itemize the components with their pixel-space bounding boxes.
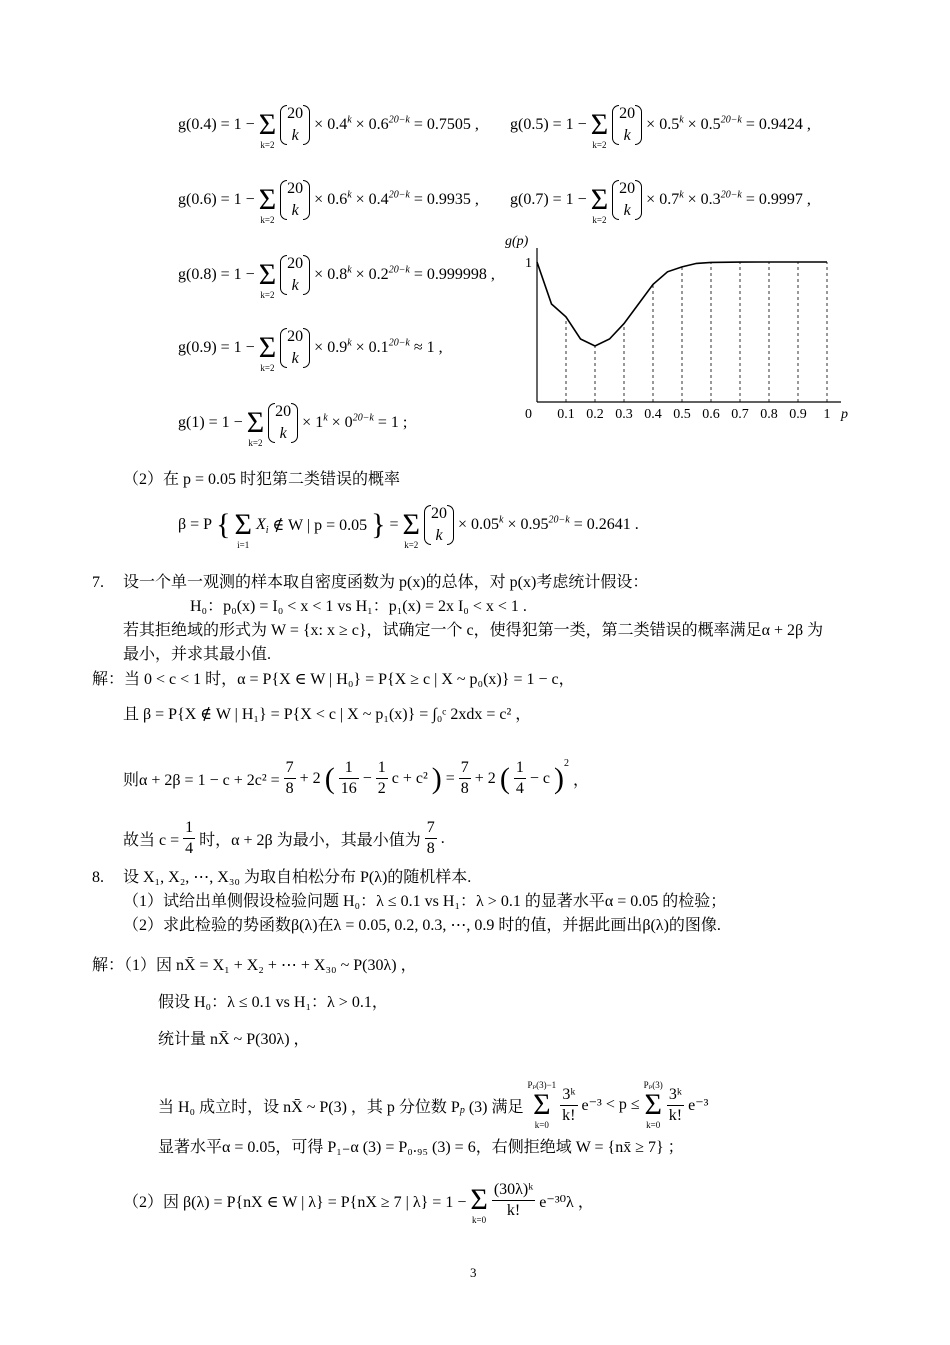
s8-line4: 当 H₀ 成立时，设 nX̄ ~ P(3) ，其 p 分位数 $P_p$ (3) 满足 Pₚ(3)−1 Σ k=0 $\frac{\text{3ᵏ}}{k!}$ e⁻³ < p ≤ Pₚ(3) Σ k=0 $\frac{\text{3ᵏ}}{k!}$ e⁻³ bbox=[158, 1080, 709, 1130]
x-axis-label: p bbox=[841, 407, 848, 422]
q7-line3: 若其拒绝域的形式为 W = {x: x ≥ c}，试确定一个 c，使得犯第一类，第二类错误的概率满足α + 2β 为 bbox=[123, 622, 824, 639]
s7-line3: 则α + 2β = 1 − c + 2c² = $\frac{7}{8}$ + 2 ( $\frac{1}{16}$ − $\frac{1}{2}$ c + c² ) = $\frac{7}{8}$ + 2 ( $\frac{1}{4}$ − c )$^2$ ， bbox=[123, 758, 589, 797]
q7-line1: 设一个单一观测的样本取自密度函数为 p(x)的总体，对 p(x)考虑统计假设： bbox=[123, 574, 649, 591]
x-tick-label: 0.4 bbox=[644, 407, 662, 422]
formula-g04: g(0.4) = 1 − Σ k=2 20 k × $0.4^k \times 0.6^{20-k} = 0.7505$ , bbox=[178, 100, 479, 150]
s8-line2: 假设 H₀：λ ≤ 0.1 vs H₁：λ > 0.1， bbox=[158, 994, 388, 1011]
q7-number: 7. bbox=[92, 574, 104, 591]
sum-symbol: Σ k=2 bbox=[258, 108, 277, 150]
x-tick-label: 0.1 bbox=[557, 407, 575, 422]
formula-g06: g(0.6) = 1 − Σ k=2 20 k × $0.6^k \times 0.4^{20-k} = 0.9935$ , bbox=[178, 175, 479, 225]
formula-g09: g(0.9) = 1 − Σ k=2 20 k × $0.9^k \times 0.1^{20-k} \approx 1$ , bbox=[178, 323, 443, 373]
chart-axes bbox=[537, 248, 841, 402]
sum-symbol: Pₚ(3) Σ k=0 bbox=[643, 1080, 663, 1130]
binomial: 20 k bbox=[424, 503, 454, 547]
page-number: 3 bbox=[470, 1265, 477, 1280]
x-tick-label: 0.3 bbox=[615, 407, 633, 422]
formula-g05: g(0.5) = 1 − Σ k=2 20 k × $0.5^k \times 0.5^{20-k} = 0.9424$ , bbox=[510, 100, 811, 150]
binomial: 20 k bbox=[280, 103, 310, 147]
q8-line3: （2）求此检验的势函数β(λ)在λ = 0.05, 0.2, 0.3, ⋯, 0.9 时的值，并据此画出β(λ)的图像. bbox=[123, 917, 721, 934]
power-function-chart bbox=[495, 230, 855, 430]
x-tick-label: 0.5 bbox=[673, 407, 691, 422]
x-tick-label: 1 bbox=[823, 407, 831, 422]
sum-symbol: Σ k=0 bbox=[470, 1183, 488, 1225]
sum-symbol: Σ k=2 bbox=[590, 183, 609, 225]
x-tick-label: 0.2 bbox=[586, 407, 604, 422]
q8-number: 8. bbox=[92, 869, 104, 886]
s7-line2: 且 β = P{X ∉ W | H₁} = P{X < c | X ~ p₁(x)} = ∫₀ᶜ 2xdx = c² ， bbox=[123, 706, 532, 723]
sum-symbol: Σ i=1 bbox=[234, 508, 252, 550]
sum-symbol: Σ k=2 bbox=[590, 108, 609, 150]
x-tick-label: 0.7 bbox=[731, 407, 749, 422]
s8-line3: 统计量 nX̄ ~ P(30λ) ， bbox=[158, 1031, 310, 1048]
formula-lhs: g(0.4) = 1 − bbox=[178, 116, 255, 133]
sum-symbol: Σ k=2 bbox=[258, 331, 277, 373]
binomial: 20 k bbox=[268, 401, 298, 445]
y-tick-label: 1 bbox=[525, 256, 532, 271]
binomial: 20 k bbox=[280, 178, 310, 222]
s7-line4: 故当 c = $\frac{1}{4}$ 时，α + 2β 为最小，其最小值为 $\frac{7}{8}$ . bbox=[123, 819, 445, 857]
s8-line5: 显著水平α = 0.05，可得 P₁₋α (3) = P₀.₉₅ (3) = 6，右侧拒绝域 W = {nx̄ ≥ 7} ； bbox=[158, 1139, 684, 1156]
formula-g07: g(0.7) = 1 − Σ k=2 20 k × $0.7^k \times 0.3^{20-k} = 0.9997$ , bbox=[510, 175, 811, 225]
y-axis-label: g(p) bbox=[505, 234, 529, 249]
sum-symbol: Σ k=2 bbox=[246, 406, 265, 448]
q8-line1: 设 X₁, X₂, ⋯, X₃₀ 为取自柏松分布 P(λ)的随机样本. bbox=[123, 869, 472, 886]
sum-symbol: Σ k=2 bbox=[258, 258, 277, 300]
x-tick-label: 0.9 bbox=[789, 407, 807, 422]
binomial: 20 k bbox=[612, 178, 642, 222]
q7-line2: H₀：p₀(x) = I₀ < x < 1 vs H₁：p₁(x) = 2x I₀ < x < 1 . bbox=[190, 598, 527, 615]
binomial: 20 k bbox=[280, 326, 310, 370]
x-tick-label: 0.6 bbox=[702, 407, 720, 422]
sum-symbol: Σ k=2 bbox=[258, 183, 277, 225]
formula-g1: g(1) = 1 − Σ k=2 20 k × $1^k \times 0^{20-k} = 1$ ; bbox=[178, 398, 407, 448]
x-tick-label: 0.8 bbox=[760, 407, 778, 422]
chart-dashed-verticals bbox=[566, 262, 827, 402]
s7-line1: 解：当 0 < c < 1 时，α = P{X ∈ W | H₀} = P{X ≥ c | X ~ p₀(x)} = 1 − c， bbox=[92, 671, 575, 688]
formula-beta: β = P { Σ i=1 $X_i$ ∉ W | p = 0.05 } = Σ k=2 20 k × $0.05^k \times 0.95^{20-k} = 0.2641$ . bbox=[178, 500, 639, 550]
s8-line1: 解：（1）因 nX̄ = X₁ + X₂ + ⋯ + X₃₀ ~ P(30λ) ， bbox=[92, 957, 417, 974]
x-tick-label: 0 bbox=[525, 407, 532, 422]
part2-intro: （2）在 p = 0.05 时犯第二类错误的概率 bbox=[123, 471, 401, 488]
s8-line6: （2）因 β(λ) = P{nX ∈ W | λ} = P{nX ≥ 7 | λ} = 1 − Σ k=0 $\frac{\text{(30λ)ᵏ}}{k!}$ e⁻³⁰λ ， bbox=[123, 1175, 594, 1225]
binomial: 20 k bbox=[280, 253, 310, 297]
formula-g08: g(0.8) = 1 − Σ k=2 20 k × $0.8^k \times 0.2^{20-k} = 0.999998$ , bbox=[178, 250, 495, 300]
sum-symbol: Pₚ(3)−1 Σ k=0 bbox=[527, 1080, 557, 1130]
q8-line2: （1）试给出单侧假设检验问题 H₀：λ ≤ 0.1 vs H₁：λ > 0.1 的显著水平α = 0.05 的检验； bbox=[123, 893, 727, 910]
sum-symbol: Σ k=2 bbox=[402, 508, 420, 550]
q7-line4: 最小，并求其最小值. bbox=[123, 646, 272, 663]
binomial: 20 k bbox=[612, 103, 642, 147]
